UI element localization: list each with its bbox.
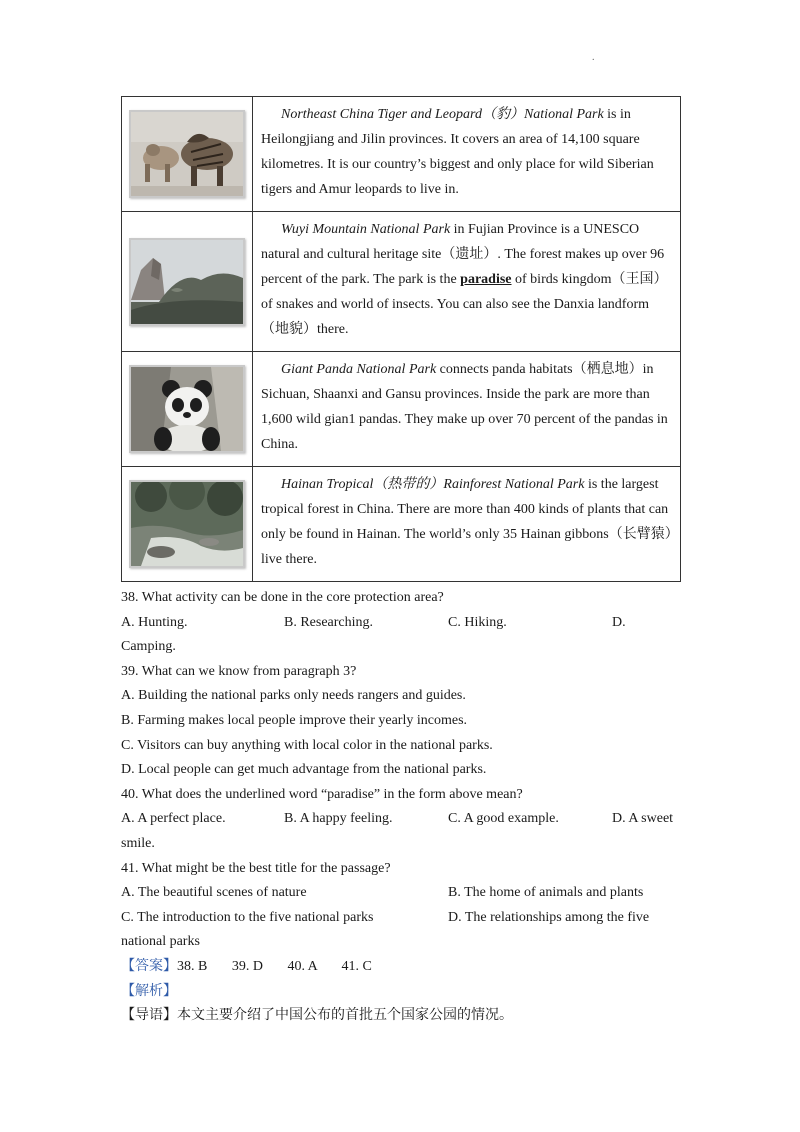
- mountain-photo: [129, 238, 245, 326]
- option-d-continued: national parks: [121, 934, 200, 950]
- option-d: D. A sweet: [612, 811, 674, 827]
- panda-photo: [129, 365, 245, 453]
- underlined-word-paradise: paradise: [460, 272, 512, 287]
- answer-line: [121, 955, 681, 980]
- option-a: A. Building the national parks only needs rangers and guides.: [121, 688, 466, 704]
- question-38-options: [121, 611, 681, 636]
- option-a: A. A perfect place.: [121, 811, 226, 827]
- park-description: connects panda habitats（栖息地）in Sichuan, Shaanxi and Gansu provinces. Inside the park are more than 1,600 wild gian1 pandas. They make up over 70 percent of the pandas in China.: [261, 362, 668, 452]
- park-row-panda: [122, 352, 681, 467]
- question-40-stem: 40. What does the underlined word “paradise” in the form above mean?: [121, 786, 523, 802]
- guide-tag: 【导语】: [121, 1008, 177, 1024]
- analysis-line: [121, 980, 681, 1005]
- guide-text: 本文主要介绍了中国公布的首批五个国家公园的情况。: [177, 1008, 513, 1024]
- question-41-options-ab: [121, 881, 681, 906]
- park-description-cont: of birds kingdom（王国）of snakes and world of insects. You can also see the Danxia landform（地貌）there.: [261, 272, 668, 337]
- tiger-leopard-photo: [129, 110, 245, 198]
- option-a: A. The beautiful scenes of nature: [121, 885, 307, 901]
- park-name: Giant Panda National Park: [281, 362, 437, 377]
- answer-tag: 【答案】: [121, 958, 177, 974]
- option-c: C. The introduction to the five national parks: [121, 909, 374, 925]
- park-name: Hainan Tropical（热带的）Rainforest National Park: [281, 477, 585, 492]
- option-b: B. Researching.: [284, 614, 374, 630]
- option-d-continued: smile.: [121, 835, 155, 851]
- option-b: B. The home of animals and plants: [448, 885, 644, 901]
- park-name: Wuyi Mountain National Park: [281, 222, 451, 237]
- parks-table: [121, 96, 681, 582]
- park-description: is the largest tropical forest in China. There are more than 400 kinds of plants that can only be found in Hainan. The world’s only 35 Hainan gibbons（长臂猿）live there.: [261, 477, 672, 567]
- option-c: C. A good example.: [448, 811, 559, 827]
- option-d-continued: Camping.: [121, 639, 176, 655]
- option-c: C. Hiking.: [448, 614, 507, 630]
- park-description: is in Heilongjiang and Jilin provinces. It covers an area of 14,100 square kilometres. It is our country’s biggest and only place for wild Siberian tigers and Amur leopards to live in.: [261, 107, 654, 197]
- park-row-wuyi: [122, 212, 681, 352]
- question-41-stem: 41. What might be the best title for the passage?: [121, 860, 391, 876]
- park-row-tiger: [122, 97, 681, 212]
- park-row-hainan: [122, 467, 681, 582]
- guide-line: [121, 1004, 681, 1029]
- park-description: in Fujian Province is a UNESCO natural and cultural heritage site（遗址）. The forest makes up over 96 percent of the park. The park is the: [261, 222, 665, 287]
- question-38-stem: 38. What activity can be done in the core protection area?: [121, 590, 444, 605]
- option-b: B. Farming makes local people improve their yearly incomes.: [121, 712, 468, 728]
- answer-text: 38. B 39. D 40. A 41. C: [177, 958, 372, 974]
- option-a: A. Hunting.: [121, 614, 188, 630]
- page-mark: .: [592, 52, 595, 63]
- questions-section: [121, 586, 681, 1029]
- option-d: D.: [612, 614, 626, 630]
- question-39-stem: 39. What can we know from paragraph 3?: [121, 663, 357, 679]
- analysis-tag: 【解析】: [121, 983, 177, 999]
- option-b: B. A happy feeling.: [284, 811, 393, 827]
- option-d: D. The relationships among the five: [448, 909, 650, 925]
- park-name: Northeast China Tiger and Leopard（豹）National Park: [281, 107, 604, 122]
- question-40-options: [121, 807, 681, 832]
- option-c: C. Visitors can buy anything with local color in the national parks.: [121, 737, 493, 753]
- rainforest-photo: [129, 480, 245, 568]
- option-d: D. Local people can get much advantage from the national parks.: [121, 762, 487, 778]
- question-41-options-cd: [121, 906, 681, 931]
